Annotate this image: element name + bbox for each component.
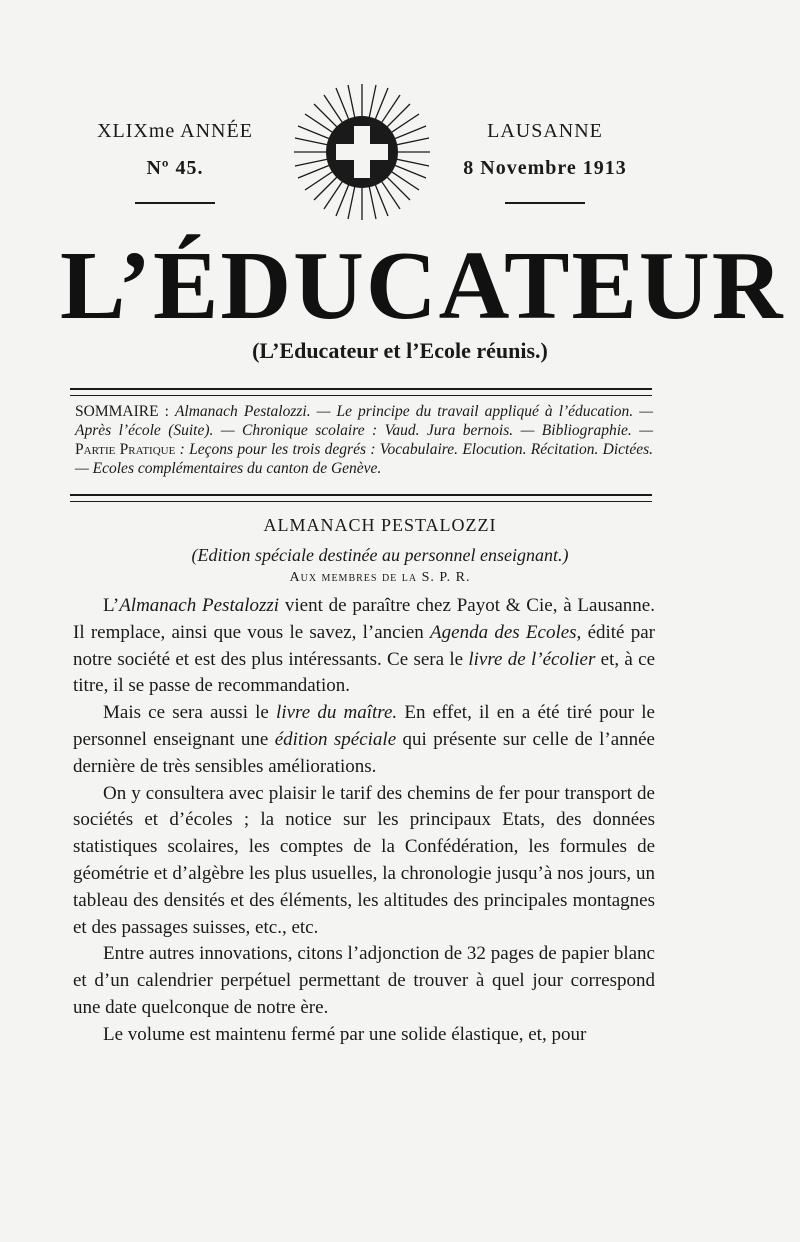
p1-text-a: L’ [103,595,120,616]
p2-text-e: qui présente sur celle de l’année dernière de très sensibles améliorations. [73,728,655,777]
summary-partie-pratique: Partie Pratique [75,441,176,458]
article-subtitle: (Edition spéciale destinée au personnel enseignant.) [191,545,569,565]
paragraph-3: On y consultera avec plaisir le tarif des chemins de fer pour transport de sociétés et d’écoles ; la notice sur les principaux Etats, des données statistiques scolaires, les comptes de la Confédération, les formules de géométrie et d’algèbre les plus usuelles, la chronologie jusqu’à nos jours, un tableau des densités et des éléments, les altitudes des principales montagnes et des passages suisses, etc., etc. [73,782,655,938]
summary-label: SOMMAIRE : [75,403,169,420]
paragraph-5: Le volume est maintenu fermé par une solide élastique, et, pour [103,1023,587,1045]
p1-text-c: vient de paraître chez Payot & Cie, à Lausanne. Il remplace, ainsi que vous le savez, l’ancien [73,595,655,643]
summary-items-part1: Almanach Pestalozzi. — Le principe du travail appliqué à l’éducation. — Après l’école (Suite). — Chronique scolaire : Vaud. Jura bernois. — Bibliographie. — [75,403,654,439]
header-left [85,120,265,204]
article-body [73,593,655,1049]
article-address: Aux membres de la S. P. R. [289,570,471,585]
article-title: ALMANACH PESTALOZZI [263,515,497,535]
summary-items-part2: : Leçons pour les trois degrés : Vocabulaire. Elocution. Récitation. Dictées. — Ecoles complémentaires du canton de Genève. [75,441,654,477]
top-double-rule [70,388,652,396]
journal-title: L’ÉDUCATEUR [60,232,785,340]
p2-text-a: Mais ce sera aussi le [103,702,277,724]
p2-text-c: En effet, il en a été tiré pour le personnel enseignant une [73,702,655,750]
p1-text-e: édité par notre société et est des plus intéressants. Ce sera le [73,621,655,670]
journal-subtitle: (L’Educateur et l’Ecole réunis.) [252,338,548,363]
volume-year: XLIXme ANNÉE [97,120,253,142]
p1-text-b: Almanach Pestalozzi [119,595,280,616]
header-right-rule [505,202,585,204]
p1-text-d: Agenda des Ecoles, [430,621,582,643]
header-left-rule [135,202,215,204]
issue-date: 8 Novembre 1913 [463,157,627,179]
summary [75,402,653,478]
issue-number: Nº 45. [146,157,204,179]
paragraph-1 [73,593,655,700]
p1-text-f: livre de l’écolier [468,648,596,670]
swiss-cross-emblem-icon [292,82,432,222]
city: LAUSANNE [487,120,603,142]
p2-text-d: édition spéciale [274,728,397,750]
paragraph-2 [73,700,655,780]
header-right [440,120,650,204]
p1-text-g: et, à ce titre, il se passe de recommandation. [73,648,656,697]
p2-text-b: livre du maître. [276,702,398,724]
bottom-double-rule [70,494,652,502]
paragraph-4: Entre autres innovations, citons l’adjonction de 32 pages de papier blanc et d’un calendrier perpétuel permettant de trouver à quel jour correspond une date quelconque de notre ère. [73,943,655,1018]
